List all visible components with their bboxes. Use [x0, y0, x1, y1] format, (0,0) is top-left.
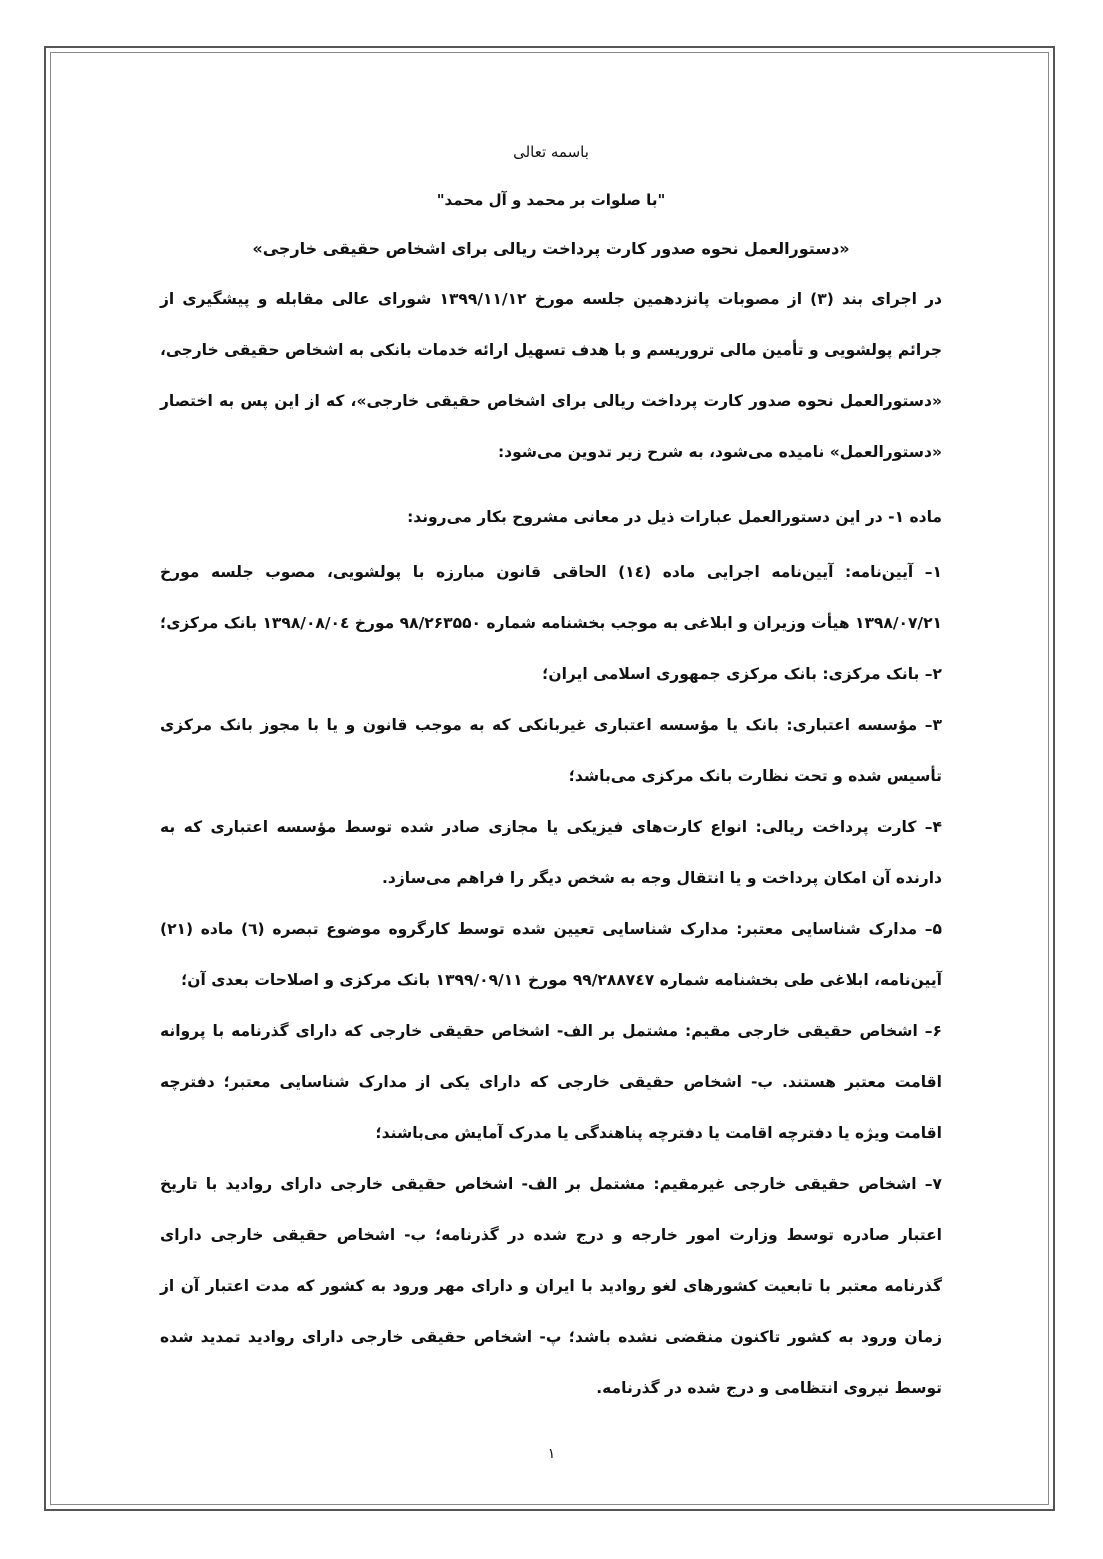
intro-text-before: در اجرای بند (۳) از مصوبات پانزدهمین جلسه مورخ ۱۳۹۹/۱۱/۱۲ شورای عالی مقابله و پیشگیری از جرائم پولشویی و تأمین مالی تروریسم و با هدف تسهیل ارائه خدمات بانکی به اشخاص حقیقی خارجی،: [160, 290, 942, 359]
intro-paragraph: [160, 274, 942, 478]
basmala-heading: باسمه تعالی: [513, 143, 589, 161]
definition-text: انواع کارت‌های فیزیکی یا مجازی صادر شده توسط مؤسسه اعتباری که به دارنده آن امکان پرداخت و یا انتقال وجه به شخص دیگر را فراهم می‌سازد.: [160, 818, 942, 887]
definition-text: مشتمل بر الف- اشخاص حقیقی خارجی دارای روادید با تاریخ اعتبار صادره توسط وزارت امور خارجه و درج شده در گذرنامه؛ ب- اشخاص حقیقی خارجی دارای گذرنامه معتبر با تابعیت کشورهای لغو روادید با ایران و دارای مهر ورود به کشور که مدت اعتبار آن از زمان ورود به کشور تاکنون منقضی نشده باشد؛ پ- اشخاص حقیقی خارجی دارای روادید تمدید شده توسط نیروی انتظامی و درج شده در گذرنامه.: [160, 1175, 942, 1397]
intro-title-ref: «دستورالعمل نحوه صدور کارت پرداخت ریالی برای اشخاص حقیقی خارجی»: [356, 392, 942, 410]
definition-item: [160, 904, 942, 1006]
definition-term: ۱– آیین‌نامه:: [844, 563, 942, 581]
definition-term: ۶– اشخاص حقیقی خارجی مقیم:: [685, 1022, 942, 1040]
definition-term: ۵– مدارک شناسایی معتبر:: [736, 920, 943, 938]
article-1-label: ماده ۱-: [882, 508, 942, 526]
definition-term: ۳– مؤسسه اعتباری:: [786, 716, 942, 734]
page-number: ۱: [547, 1446, 556, 1462]
definition-term: ۴– کارت پرداخت ریالی:: [755, 818, 943, 836]
article-1-text: در این دستورالعمل عبارات ذیل در معانی مشروح بکار می‌روند:: [407, 508, 883, 526]
definition-text: مدارک شناسایی تعیین شده توسط کارگروه موضوع تبصره (٦) ماده (۲۱) آیین‌نامه، ابلاغی طی بخشنامه شماره ۹۹/۲۸۸۷٤۷ مورخ ۱۳۹۹/۰۹/۱۱ بانک مرکزی و اصلاحات بعدی آن؛: [160, 920, 942, 989]
definition-item: [160, 547, 942, 649]
document-title: «دستورالعمل نحوه صدور کارت پرداخت ریالی برای اشخاص حقیقی خارجی»: [252, 239, 850, 258]
definition-item: [160, 649, 942, 700]
definition-text: بانک مرکزی جمهوری اسلامی ایران؛: [542, 665, 823, 683]
salavat-heading: "با صلوات بر محمد و آل محمد": [436, 191, 666, 209]
definition-term: ۲– بانک مرکزی:: [822, 665, 942, 683]
definition-text: بانک یا مؤسسه اعتباری غیربانکی که به موجب قانون و یا با مجوز بانک مرکزی تأسیس شده و تحت نظارت بانک مرکزی می‌باشد؛: [160, 716, 942, 785]
definition-text: آیین‌نامه اجرایی ماده (۱٤) الحاقی قانون مبارزه با پولشویی، مصوب جلسه مورخ ۱۳۹۸/۰۷/۲۱ هیأت وزیران و ابلاغی به موجب بخشنامه شماره ۹۸/۲۶۳۵۵۰ مورخ ۱۳۹۸/۰۸/۰٤ بانک مرکزی؛: [160, 563, 942, 632]
article-1: [160, 492, 942, 543]
definition-item: [160, 700, 942, 802]
definition-text: مشتمل بر الف- اشخاص حقیقی خارجی که دارای گذرنامه با پروانه اقامت معتبر هستند. ب- اشخاص حقیقی خارجی که دارای یکی از مدارک شناسایی معتبر؛ دفترچه اقامت ویژه یا دفترچه اقامت یا دفترچه پناهندگی یا مدرک آمایش می‌باشند؛: [160, 1022, 942, 1142]
definition-term: ۷– اشخاص حقیقی خارجی غیرمقیم:: [653, 1175, 943, 1193]
definition-item: [160, 802, 942, 904]
intro-text-after: ، که از این پس به اختصار «دستورالعمل» نامیده می‌شود، به شرح زیر تدوین می‌شود:: [160, 392, 942, 461]
definition-item: [160, 1159, 942, 1414]
document-body: [160, 128, 942, 1414]
definition-item: [160, 1006, 942, 1159]
